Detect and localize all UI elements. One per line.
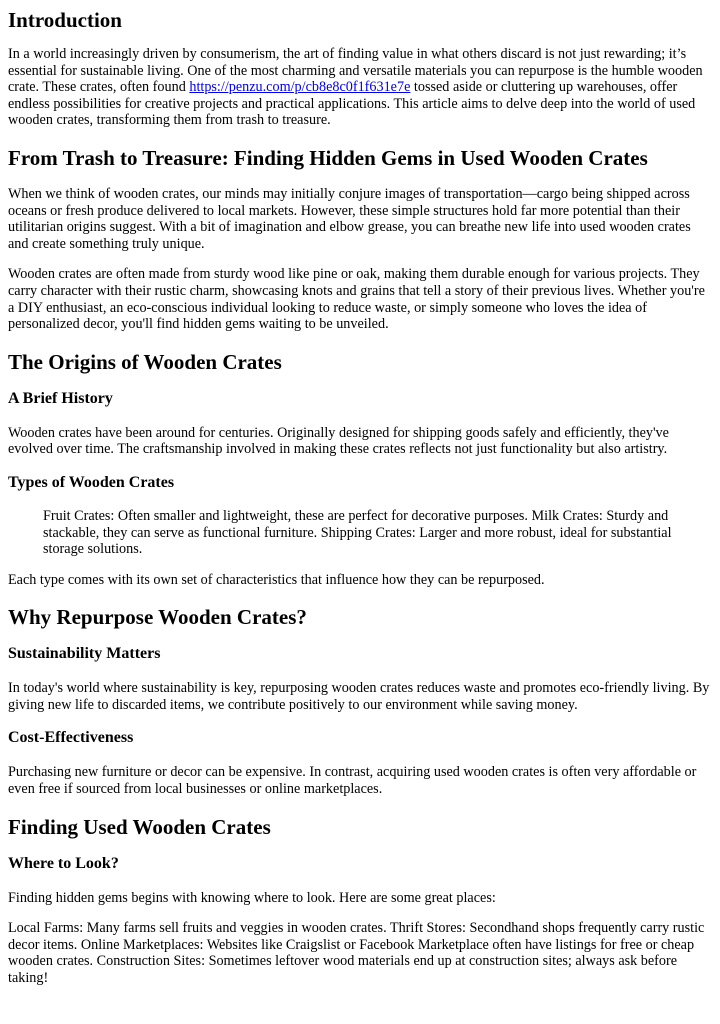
finding-crates-heading: Finding Used Wooden Crates [8,814,271,839]
brief-history-paragraph: Wooden crates have been around for centuries. Originally designed for shipping goods safely and efficiently, they've evolved over time. The craftsmanship involved in making these crates reflects not just functionality but also artistry. [8,424,669,458]
sustainability-heading: Sustainability Matters [8,645,161,663]
intro-text-end: tossed aside or cluttering up warehouses, offer endless possibilities for creative projects and practical applications. This article aims to delve deep into the world of used wooden crates, transforming them from trash to treasure. [8,79,696,129]
why-repurpose-heading: Why Repurpose Wooden Crates? [8,605,307,630]
where-to-look-paragraph: Finding hidden gems begins with knowing where to look. Here are some great places: [8,889,496,906]
types-of-crates-heading: Types of Wooden Crates [8,473,175,491]
crate-types-quote: Fruit Crates: Often smaller and lightweight, these are perfect for decorative purposes. Milk Crates: Sturdy and stackable, they can serve as functional furniture. Shipping Crates: Larger and more robust, ideal for substantial storage solutions. [43,507,672,558]
intro-text-start: In a world increasingly driven by consumerism, the art of finding value in what others discard is not just rewarding; it’s essential for sustainable living. One of the most charming and versatile materials you can repurpose is the humble wooden crate. These crates, often found [8,46,703,96]
introduction-paragraph [8,46,712,129]
brief-history-heading: A Brief History [8,389,113,407]
places-paragraph: Local Farms: Many farms sell fruits and veggies in wooden crates. Thrift Stores: Secondhand shops frequently carry rustic decor items. Online Marketplaces: Websites like Craigslist or Facebook Marketplace often have listings for free or cheap wooden crates. Construction Sites: Sometimes leftover wood materials end up at construction sites; always ask before taking! [8,920,705,987]
where-to-look-heading: Where to Look? [8,854,119,872]
trash-to-treasure-heading: From Trash to Treasure: Finding Hidden Gems in Used Wooden Crates [8,145,648,170]
introduction-heading: Introduction [8,8,122,32]
penzu-link[interactable]: https://penzu.com/p/cb8e8c0f1f631e7e [189,79,411,96]
cost-effectiveness-heading: Cost-Effectiveness [8,729,134,747]
sustainability-paragraph: In today's world where sustainability is key, repurposing wooden crates reduces waste and promotes eco-friendly living. By giving new life to discarded items, we contribute positively to our environment while saving money. [8,680,710,713]
article [0,7,720,987]
origins-heading: The Origins of Wooden Crates [8,349,282,374]
crate-types-paragraph: Each type comes with its own set of characteristics that influence how they can be repurposed. [8,571,545,588]
trash-to-treasure-paragraph-2: Wooden crates are often made from sturdy wood like pine or oak, making them durable enough for various projects. They carry character with their rustic charm, showcasing knots and grains that tell a story of their previous lives. Whether you're a DIY enthusiast, an eco-conscious individual looking to reduce waste, or simply someone who loves the idea of personalized decor, you'll find hidden gems waiting to be unveiled. [8,266,705,333]
cost-effectiveness-paragraph: Purchasing new furniture or decor can be expensive. In contrast, acquiring used wooden crates is often very affordable or even free if sourced from local businesses or online marketplaces. [8,764,697,798]
trash-to-treasure-paragraph-1: When we think of wooden crates, our minds may initially conjure images of transportation—cargo being shipped across oceans or fresh produce delivered to local markets. However, these simple structures hold far more potential than their utilitarian origins suggest. With a bit of imagination and elbow grease, you can breathe new life into used wooden crates and create something truly unique. [8,185,691,252]
